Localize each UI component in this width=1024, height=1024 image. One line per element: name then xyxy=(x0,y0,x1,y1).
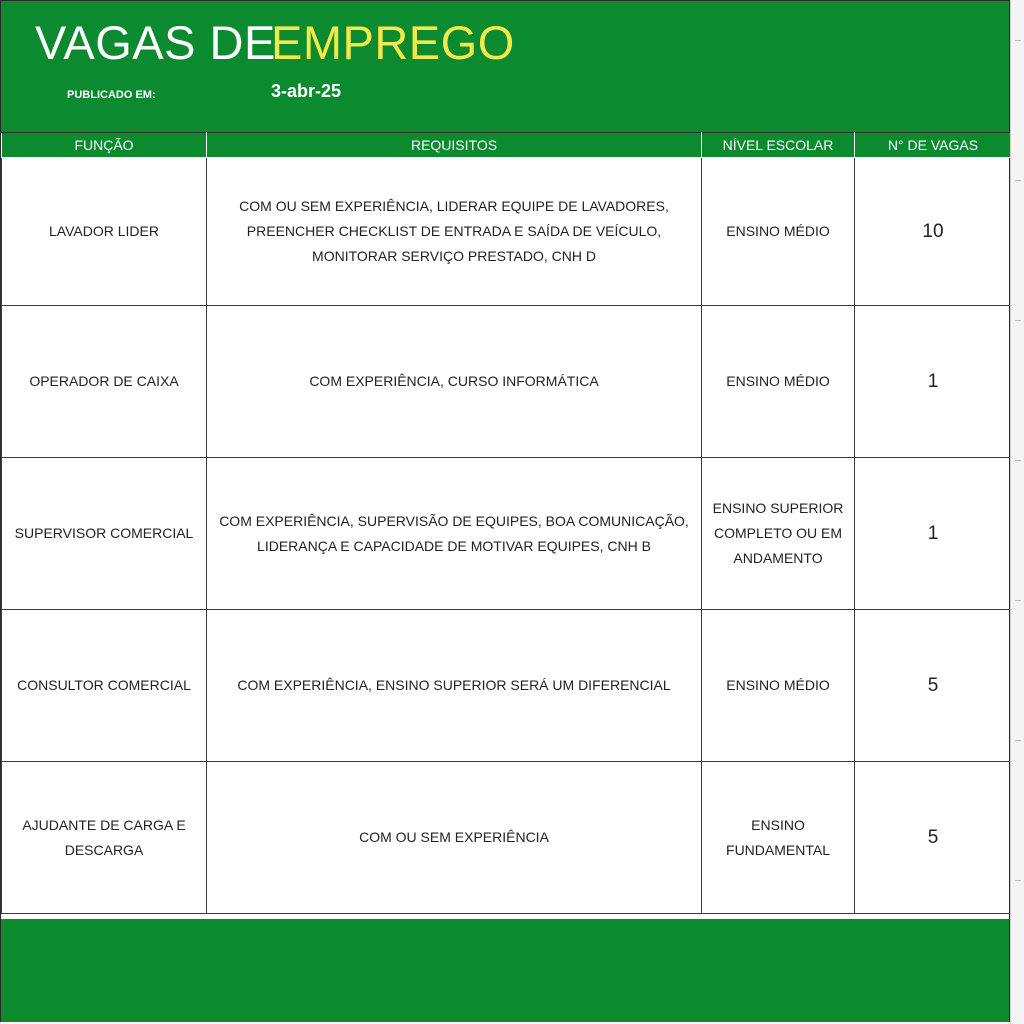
footer-banner xyxy=(1,919,1009,1022)
cell-funcao: SUPERVISOR COMERCIAL xyxy=(2,458,207,610)
table-header-row xyxy=(2,133,1012,158)
column-header-funcao: FUNÇÃO xyxy=(2,133,207,158)
published-label: PUBLICADO EM: xyxy=(67,89,156,101)
edge-tick xyxy=(1015,180,1021,181)
header-banner xyxy=(1,1,1009,132)
cell-funcao: CONSULTOR COMERCIAL xyxy=(2,610,207,762)
column-header-numero-vagas: N° DE VAGAS xyxy=(855,133,1012,158)
cell-numero-vagas: 5 xyxy=(855,610,1012,762)
cell-numero-vagas: 5 xyxy=(855,762,1012,914)
cell-nivel-escolar: ENSINO MÉDIO xyxy=(702,610,855,762)
cell-nivel-escolar: ENSINO FUNDAMENTAL xyxy=(702,762,855,914)
table-row xyxy=(2,610,1012,762)
edge-tick xyxy=(1015,320,1021,321)
jobs-table xyxy=(1,132,1012,914)
edge-tick xyxy=(1015,880,1021,881)
cell-requisitos: COM EXPERIÊNCIA, SUPERVISÃO DE EQUIPES, BOA COMUNICAÇÃO, LIDERANÇA E CAPACIDADE DE MOTIVAR EQUIPES, CNH B xyxy=(207,458,702,610)
cell-requisitos: COM OU SEM EXPERIÊNCIA xyxy=(207,762,702,914)
cell-funcao: LAVADOR LIDER xyxy=(2,158,207,306)
table-row xyxy=(2,306,1012,458)
edge-tick xyxy=(1015,40,1021,41)
title-vagas-de: VAGAS DE xyxy=(35,16,276,69)
cell-nivel-escolar: ENSINO MÉDIO xyxy=(702,306,855,458)
edge-tick xyxy=(1015,460,1021,461)
table-row xyxy=(2,158,1012,306)
cell-nivel-escolar: ENSINO MÉDIO xyxy=(702,158,855,306)
edge-tick xyxy=(1015,600,1021,601)
table-row xyxy=(2,762,1012,914)
cell-requisitos: COM OU SEM EXPERIÊNCIA, LIDERAR EQUIPE DE LAVADORES, PREENCHER CHECKLIST DE ENTRADA E SAÍDA DE VEÍCULO, MONITORAR SERVIÇO PRESTADO, CNH D xyxy=(207,158,702,306)
sheet-edge-strip xyxy=(1010,0,1024,1024)
cell-requisitos: COM EXPERIÊNCIA, CURSO INFORMÁTICA xyxy=(207,306,702,458)
title-emprego: EMPREGO xyxy=(271,16,515,69)
cell-funcao: AJUDANTE DE CARGA E DESCARGA xyxy=(2,762,207,914)
cell-requisitos: COM EXPERIÊNCIA, ENSINO SUPERIOR SERÁ UM DIFERENCIAL xyxy=(207,610,702,762)
cell-numero-vagas: 10 xyxy=(855,158,1012,306)
cell-numero-vagas: 1 xyxy=(855,458,1012,610)
column-header-requisitos: REQUISITOS xyxy=(207,133,702,158)
edge-tick xyxy=(1015,740,1021,741)
published-date: 3-abr-25 xyxy=(271,81,342,101)
table-row xyxy=(2,458,1012,610)
column-header-nivel-escolar: NÍVEL ESCOLAR xyxy=(702,133,855,158)
cell-numero-vagas: 1 xyxy=(855,306,1012,458)
cell-nivel-escolar: ENSINO SUPERIOR COMPLETO OU EM ANDAMENTO xyxy=(702,458,855,610)
cell-funcao: OPERADOR DE CAIXA xyxy=(2,306,207,458)
